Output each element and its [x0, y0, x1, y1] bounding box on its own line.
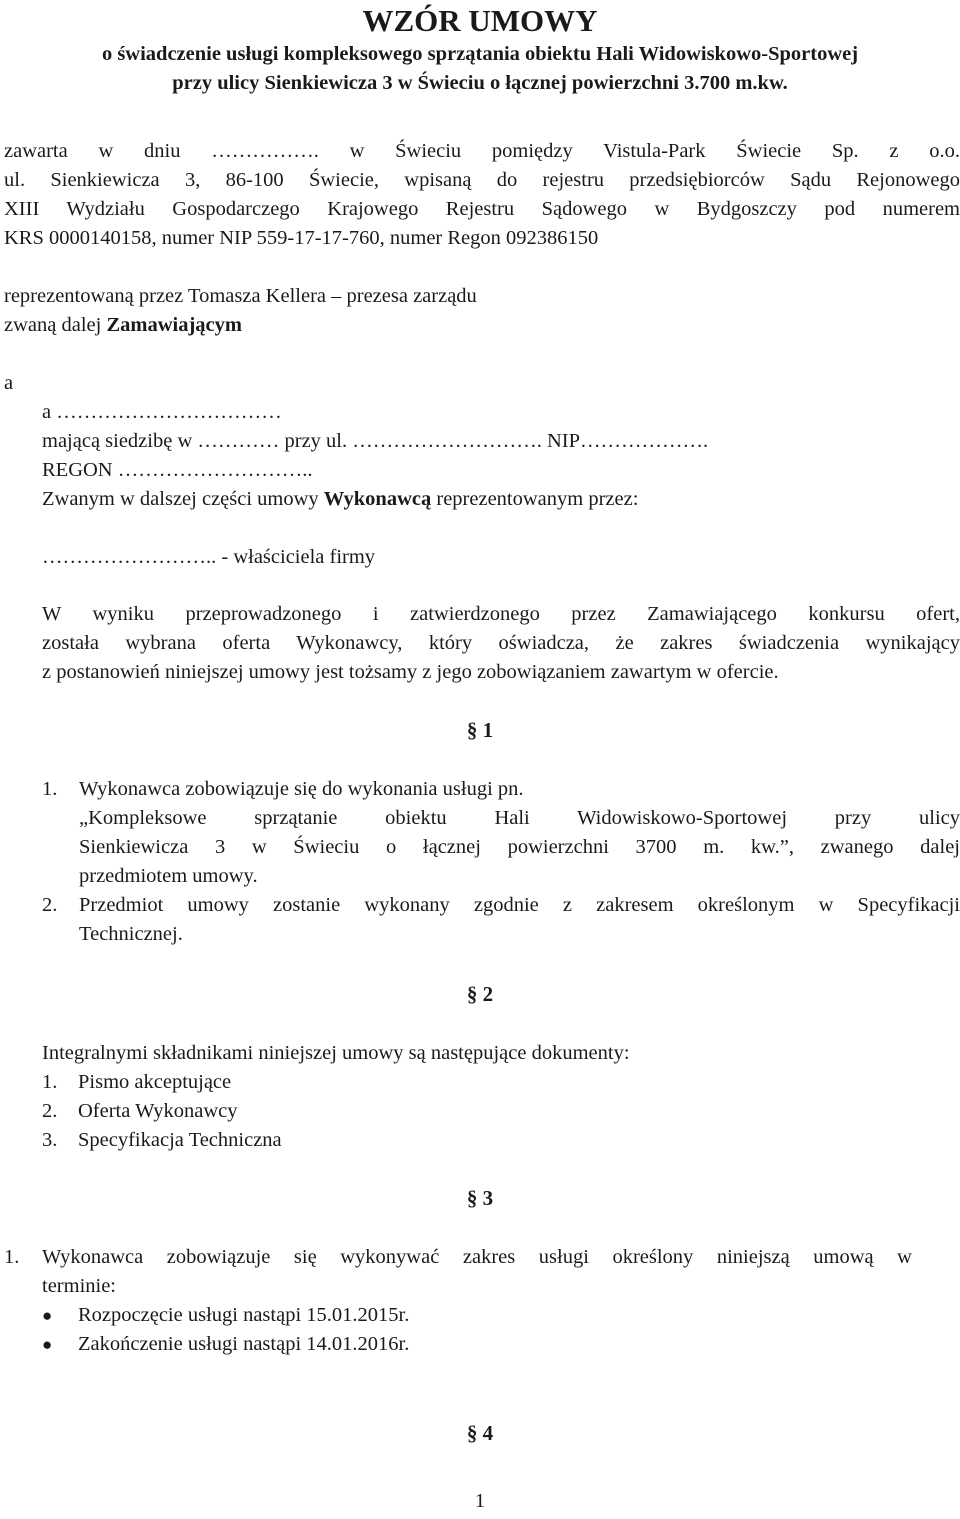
s2-list-item	[42, 1126, 282, 1155]
intro-line-2: ul. Sienkiewicza 3, 86-100 Świecie, wpisaną do rejestru przedsiębiorców Sądu Rejonowego	[4, 169, 960, 191]
section-3-heading: § 3	[466, 1186, 494, 1210]
represented-prefix: zwaną dalej	[4, 314, 107, 336]
client-role-name: Zamawiającym	[106, 314, 242, 336]
s2-item-num: 1.	[42, 1071, 58, 1093]
s1-item-1-line-3: Sienkiewicza 3 w Świeciu o łącznej powierzchni 3700 m. kw.”, zwanego dalej	[79, 836, 960, 858]
s1-item-2-line-1: Przedmiot umowy zostanie wykonany zgodnie z zakresem określonym w Specyfikacji	[79, 894, 960, 916]
contractor-line-3: REGON ………………………..	[42, 459, 313, 481]
subtitle-line-1: o świadczenie usługi kompleksowego sprzątania obiektu Hali Widowiskowo-Sportowej	[101, 43, 859, 65]
s2-list-item	[42, 1068, 231, 1097]
contractor-line-2: mającą siedzibę w ………… przy ul. ………………………. NIP……………….	[42, 430, 709, 452]
conjunction-a: a	[4, 372, 14, 394]
represented-line-2	[4, 311, 242, 340]
contractor-line-1: a ……………………………	[42, 401, 282, 423]
s1-item-1-num: 1.	[42, 778, 58, 800]
s3-bullet-text: Rozpoczęcie usługi nastąpi 15.01.2015r.	[78, 1304, 410, 1326]
s3-bullet-text: Zakończenie usługi nastąpi 14.01.2016r.	[78, 1333, 410, 1355]
page-number: 1	[474, 1490, 486, 1512]
s2-item-text: Specyfikacja Techniczna	[78, 1129, 282, 1151]
bullet-icon: ●	[42, 1335, 53, 1354]
intro-line-3: XIII Wydziału Gospodarczego Krajowego Rejestru Sądowego w Bydgoszczy pod numerem	[4, 198, 960, 220]
s2-item-text: Oferta Wykonawcy	[78, 1100, 238, 1122]
s1-item-2-line-2: Technicznej.	[79, 923, 183, 945]
offer-line-2: została wybrana oferta Wykonawcy, który oświadcza, że zakres świadczenia wynikający	[42, 632, 960, 654]
offer-line-3: z postanowień niniejszej umowy jest tożsamy z jego zobowiązaniem zawartym w ofercie.	[42, 661, 779, 683]
contractor-line-4	[42, 485, 638, 514]
section-1-heading: § 1	[466, 718, 494, 742]
s3-item-1-line-2: terminie:	[42, 1275, 117, 1297]
s2-item-num: 2.	[42, 1100, 58, 1122]
contractor-prefix: Zwanym w dalszej części umowy	[42, 488, 324, 510]
s2-item-text: Pismo akceptujące	[78, 1071, 232, 1093]
bullet-icon: ●	[42, 1306, 53, 1325]
represented-line-1: reprezentowaną przez Tomasza Kellera – prezesa zarządu	[4, 285, 477, 307]
section-4-heading: § 4	[466, 1421, 494, 1445]
contractor-role-name: Wykonawcą	[323, 488, 432, 510]
s2-item-num: 3.	[42, 1129, 58, 1151]
s1-item-1-line-2: „Kompleksowe sprzątanie obiektu Hali Widowiskowo-Sportowej przy ulicy	[79, 807, 960, 829]
s2-list-item	[42, 1097, 237, 1126]
offer-line-1: W wyniku przeprowadzonego i zatwierdzonego przez Zamawiającego konkursu ofert,	[42, 603, 960, 625]
intro-line-1: zawarta w dniu ……………. w Świeciu pomiędzy Vistula-Park Świecie Sp. z o.o.	[4, 140, 960, 162]
contractor-suffix: reprezentowanym przez:	[431, 488, 639, 510]
document-title: WZÓR UMOWY	[362, 3, 598, 38]
section-2-heading: § 2	[466, 982, 494, 1006]
contractor-line-5: …………………….. - właściciela firmy	[42, 546, 376, 568]
s3-bullet-item	[42, 1330, 409, 1359]
s1-item-1-line-4: przedmiotem umowy.	[79, 865, 258, 887]
s3-bullet-item	[42, 1301, 409, 1330]
intro-line-4: KRS 0000140158, numer NIP 559-17-17-760, numer Regon 092386150	[4, 227, 599, 249]
subtitle-line-2: przy ulicy Sienkiewicza 3 w Świeciu o łącznej powierzchni 3.700 m.kw.	[172, 72, 788, 94]
s1-item-1-line-1: Wykonawca zobowiązuje się do wykonania usługi pn.	[79, 778, 524, 800]
s2-intro: Integralnymi składnikami niniejszej umowy są następujące dokumenty:	[42, 1042, 630, 1064]
s3-item-1-line-1: Wykonawca zobowiązuje się wykonywać zakres usługi określony niniejszą umową w	[42, 1246, 912, 1268]
s3-item-1-num: 1.	[4, 1246, 20, 1268]
s1-item-2-num: 2.	[42, 894, 58, 916]
